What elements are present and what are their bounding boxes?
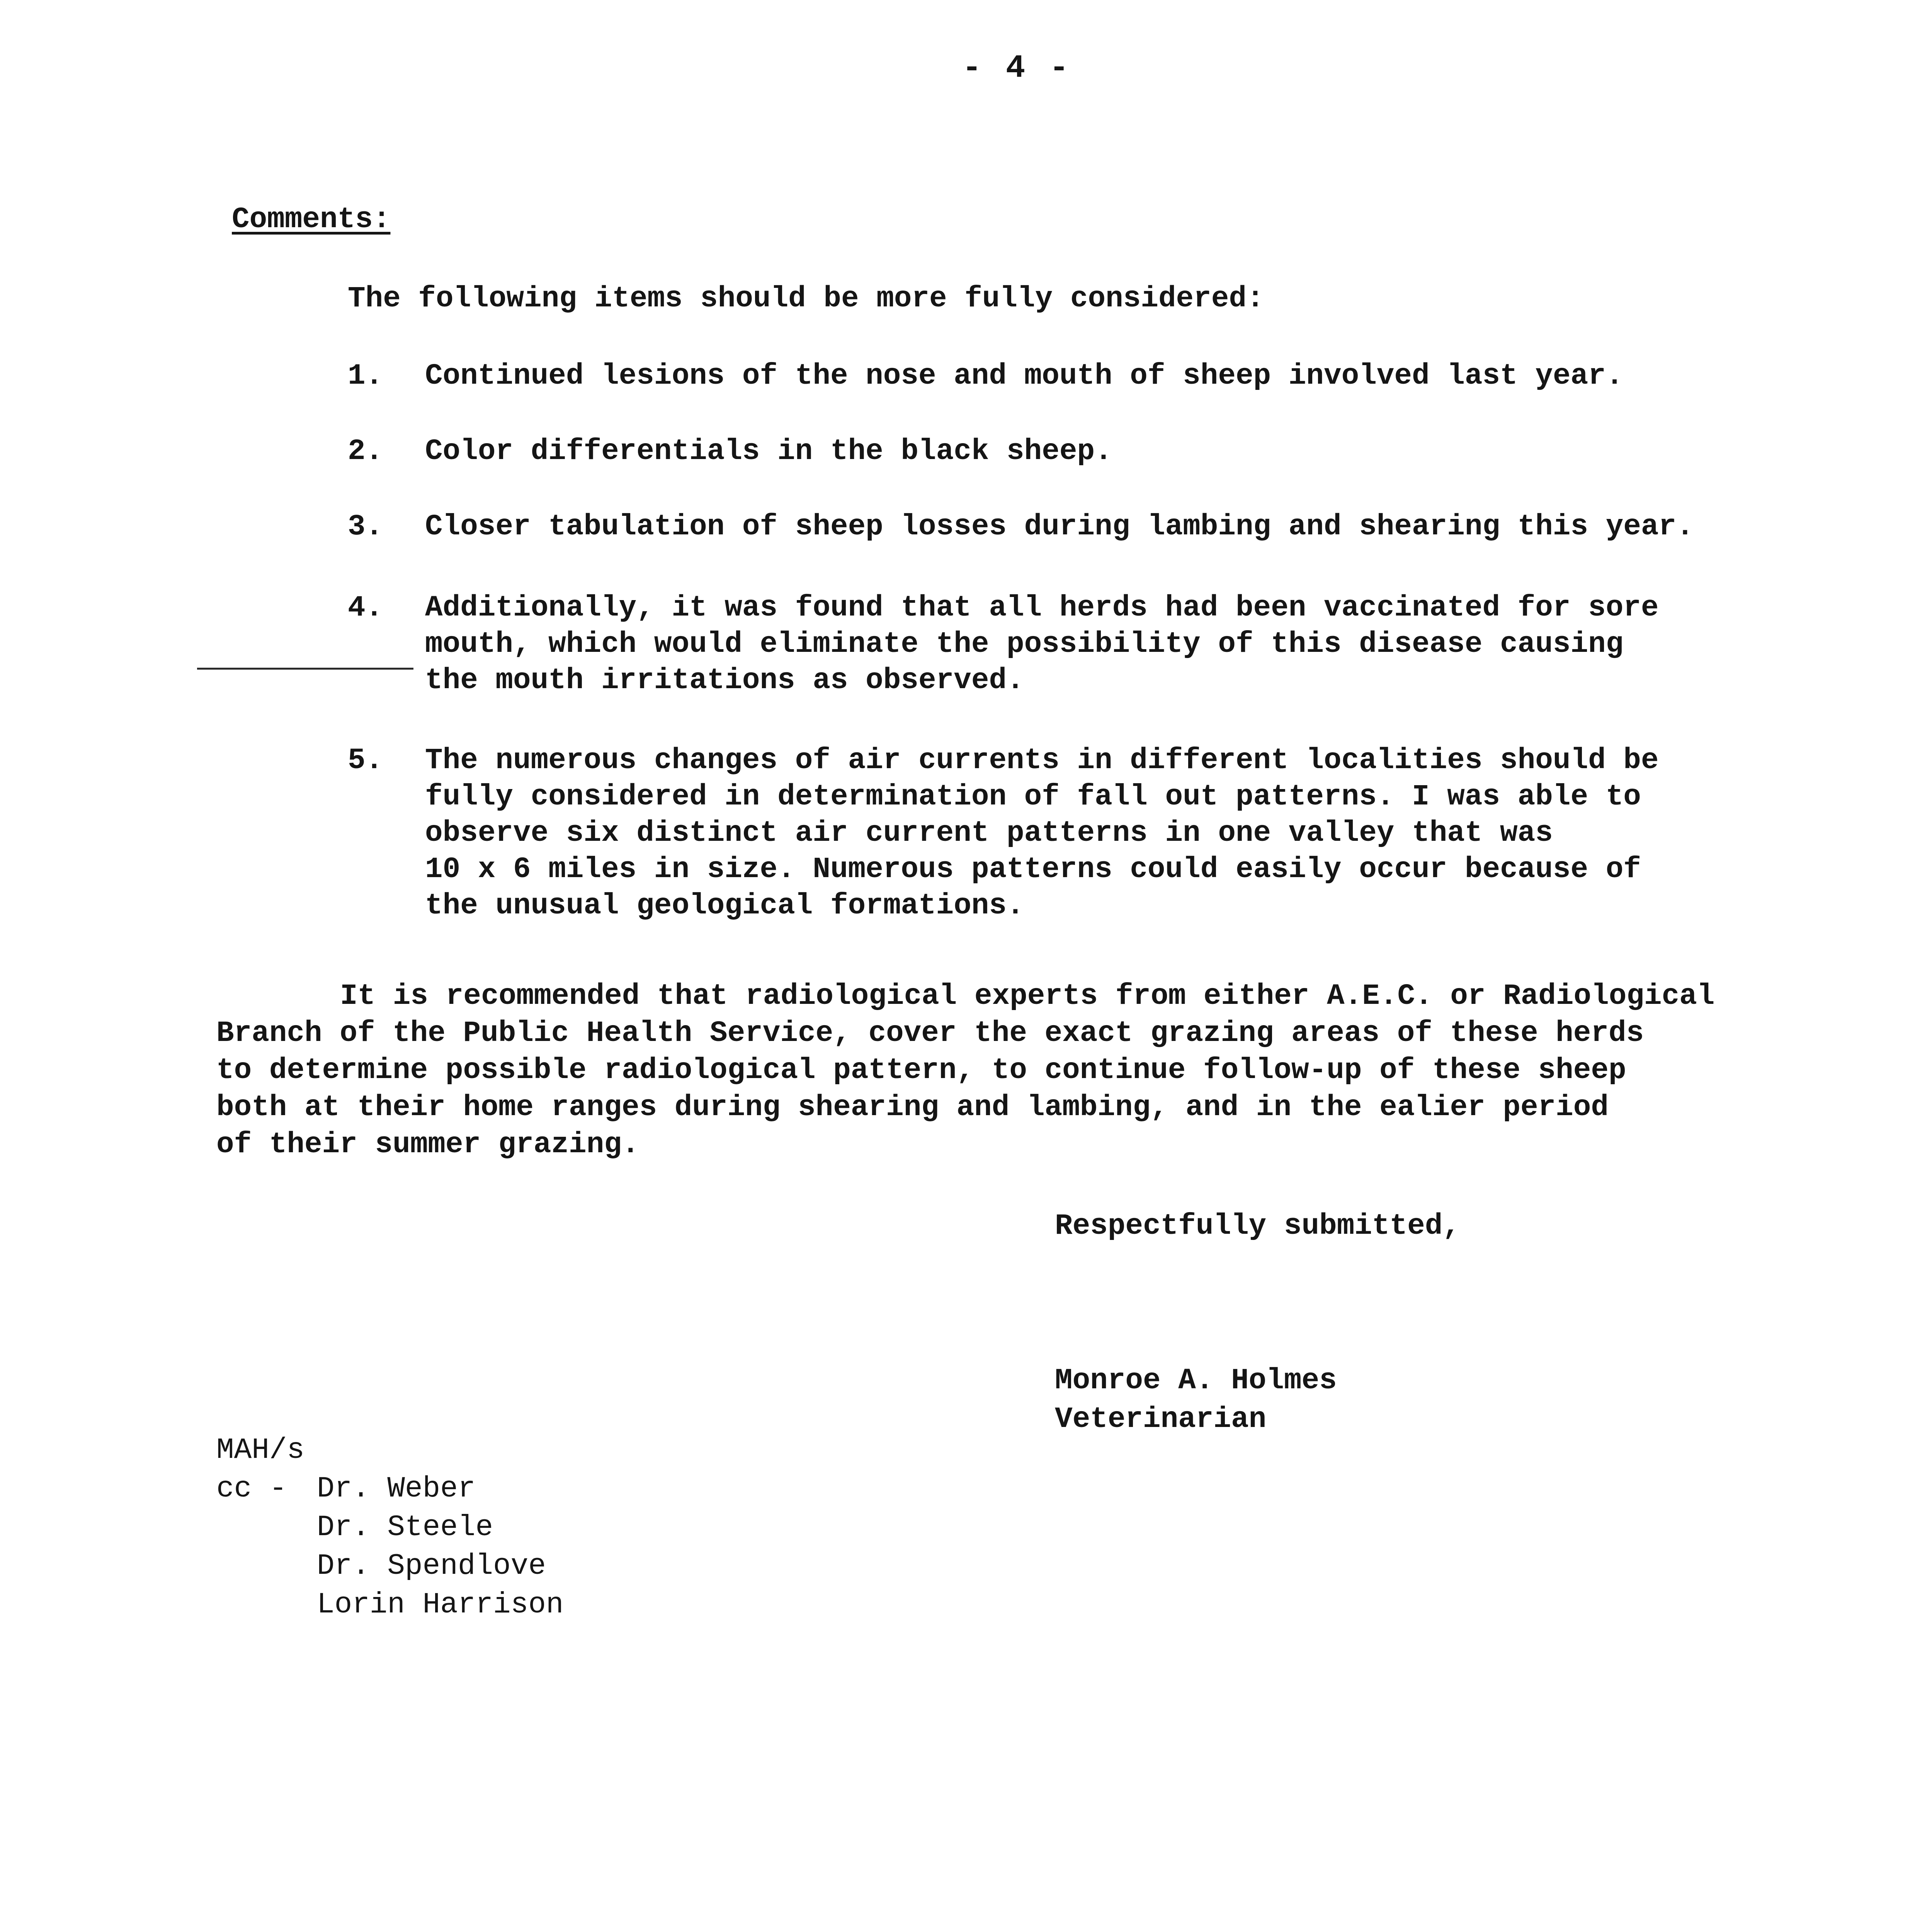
paragraph-line: Branch of the Public Health Service, cover the exact grazing areas of these herds	[216, 1017, 1644, 1050]
paragraph-line: It is recommended that radiological experts from either A.E.C. or Radiological	[340, 980, 1715, 1013]
signer-name: Monroe A. Holmes	[1055, 1364, 1337, 1397]
item-line: the unusual geological formations.	[425, 889, 1024, 922]
item-body	[425, 512, 1694, 548]
intro-sentence: The following items should be more fully considered:	[348, 282, 1264, 315]
cc-recipient: Dr. Spendlove	[317, 1549, 546, 1583]
margin-rule-line	[197, 668, 413, 670]
item-line: Closer tabulation of sheep losses during lambing and shearing this year.	[425, 510, 1694, 543]
paragraph-line: of their summer grazing.	[216, 1128, 639, 1161]
paragraph-line: both at their home ranges during shearing and lambing, and in the ealier period	[216, 1091, 1609, 1124]
closing-salutation: Respectfully submitted,	[1055, 1209, 1460, 1243]
paragraph-line: to determine possible radiological pattern, to continue follow-up of these sheep	[216, 1054, 1626, 1087]
typist-initials: MAH/s	[216, 1434, 305, 1467]
cc-recipient: Dr. Weber	[317, 1472, 476, 1505]
item-body	[425, 361, 1623, 398]
item-number: 3.	[348, 510, 383, 543]
item-number: 4.	[348, 591, 383, 624]
item-line: the mouth irritations as observed.	[425, 664, 1024, 697]
item-line: The numerous changes of air currents in different localities should be	[425, 744, 1659, 777]
cc-recipient: Lorin Harrison	[317, 1588, 564, 1621]
cc-recipient: Dr. Steele	[317, 1511, 493, 1544]
item-line: 10 x 6 miles in size. Numerous patterns could easily occur because of	[425, 853, 1641, 886]
comments-heading: Comments:	[232, 203, 391, 236]
item-body	[425, 437, 1112, 473]
signer-title: Veterinarian	[1055, 1403, 1267, 1436]
item-line: observe six distinct air current patterns in one valley that was	[425, 816, 1553, 850]
page-number: - 4 -	[962, 50, 1071, 87]
item-body	[425, 746, 1659, 927]
item-number: 5.	[348, 744, 383, 777]
item-number: 2.	[348, 435, 383, 468]
item-number: 1.	[348, 359, 383, 393]
item-line: mouth, which would eliminate the possibility of this disease causing	[425, 628, 1624, 661]
recommendation-paragraph	[216, 981, 1714, 1167]
item-line: fully considered in determination of fall out patterns. I was able to	[425, 780, 1641, 813]
item-line: Continued lesions of the nose and mouth of sheep involved last year.	[425, 359, 1624, 393]
cc-prefix: cc -	[216, 1472, 287, 1505]
item-body	[425, 593, 1659, 702]
item-line: Color differentials in the black sheep.	[425, 435, 1112, 468]
item-line: Additionally, it was found that all herds had been vaccinated for sore	[425, 591, 1659, 624]
